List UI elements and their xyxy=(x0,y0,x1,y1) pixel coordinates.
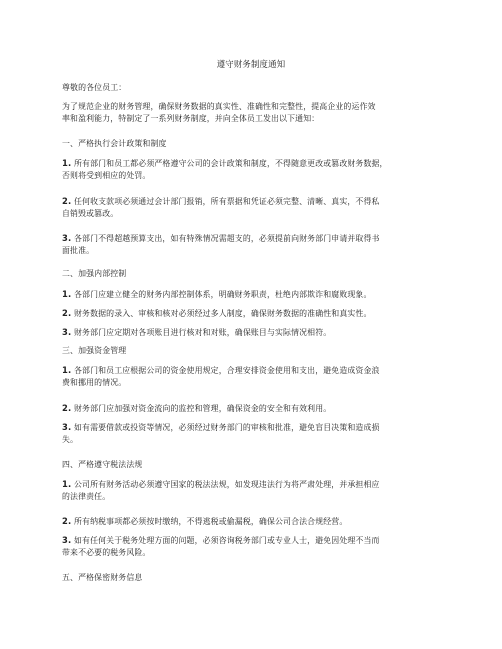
intro-paragraph xyxy=(62,101,444,126)
intro-line: 为了规范企业的财务管理，确保财务数据的真实性、准确性和完整性，提高企业的运作效 xyxy=(62,102,376,111)
list-item-line xyxy=(62,307,444,320)
section-heading: 三、加强资金管理 xyxy=(62,346,127,355)
list-item xyxy=(62,157,444,183)
list-item-number: 2. xyxy=(62,308,72,318)
list-item-text: 财务数据的录入、审核和核对必须经过多人制度，确保财务数据的准确性和真实性。 xyxy=(73,309,372,318)
section-heading: 一、严格执行会计政策和制度 xyxy=(62,139,167,148)
list-item xyxy=(62,534,444,560)
list-item-number: 2. xyxy=(62,516,72,526)
list-item xyxy=(62,326,444,339)
section-heading: 四、严格遵守税法法规 xyxy=(62,460,143,469)
list-item xyxy=(62,478,444,504)
list-item-number: 3. xyxy=(62,535,72,545)
list-item-text: 任何收支款项必须通过会计部门报销，所有票据和凭证必须完整、清晰、真实，不得私 xyxy=(73,197,380,206)
intro-line: 率和盈利能力，特制定了一系列财务制度，并向全体员工发出以下通知： xyxy=(62,114,320,124)
list-item-text: 各部门和员工应根据公司的资金使用规定，合理安排资金使用和支出，避免造成资金浪 xyxy=(73,366,380,375)
list-item-text: 各部门应建立健全的财务内部控制体系，明确财务职责，杜绝内部欺诈和腐败现象。 xyxy=(73,290,372,299)
list-item-line xyxy=(62,326,444,339)
list-item-line xyxy=(62,478,444,491)
list-item-number: 1. xyxy=(62,158,72,168)
list-item xyxy=(62,195,444,221)
list-item xyxy=(62,232,444,258)
list-item-number: 3. xyxy=(62,233,72,243)
list-item-line: 费和挪用的情况。 xyxy=(62,378,127,388)
greeting xyxy=(62,82,444,94)
list-item-text: 财务部门应定期对各项账目进行核对和对账，确保账目与实际情况相符。 xyxy=(73,328,332,337)
list-item-line xyxy=(62,232,444,245)
list-item xyxy=(62,307,444,320)
list-item-line xyxy=(62,157,444,170)
list-item-number: 1. xyxy=(62,289,72,299)
list-item-line: 带来不必要的税务风险。 xyxy=(62,548,151,558)
list-item-text: 如有任何关于税务处理方面的问题，必须咨询税务部门或专业人士，避免因处理不当而 xyxy=(73,536,380,545)
list-item-line xyxy=(62,288,444,301)
list-item-line: 自销毁或篡改。 xyxy=(62,209,119,219)
list-item-number: 2. xyxy=(62,403,72,413)
list-item-number: 3. xyxy=(62,327,72,337)
list-item-number: 3. xyxy=(62,422,72,432)
list-item-line xyxy=(62,195,444,208)
section-heading: 二、加强内部控制 xyxy=(62,269,127,278)
greeting-text: 尊敬的各位员工： xyxy=(62,83,127,92)
list-item-line: 面批准。 xyxy=(62,246,95,256)
list-item-text: 所有纳税事项都必须按时缴纳，不得逃税或偷漏税，确保公司合法合规经营。 xyxy=(73,517,348,526)
document-title: 遵守财务制度通知 xyxy=(216,59,286,69)
list-item-line xyxy=(62,364,444,377)
list-item-number: 2. xyxy=(62,196,72,206)
list-item-line: 的法律责任。 xyxy=(62,492,111,502)
list-item-line: 否则将受到相应的处罚。 xyxy=(62,171,151,181)
list-item xyxy=(62,402,444,415)
list-item-number: 1. xyxy=(62,365,72,375)
list-item-line xyxy=(62,534,444,547)
list-item-text: 各部门不得超越预算支出，如有特殊情况需超支的，必须提前向财务部门申请并取得书 xyxy=(73,234,380,243)
list-item-line xyxy=(62,515,444,528)
list-item xyxy=(62,288,444,301)
section-heading: 五、严格保密财务信息 xyxy=(62,573,143,582)
list-item-line xyxy=(62,421,444,434)
list-item-text: 所有部门和员工都必须严格遵守公司的会计政策和制度，不得随意更改或篡改财务数据， xyxy=(73,159,388,168)
list-item xyxy=(62,421,444,447)
list-item-text: 公司所有财务活动必须遵守国家的税法法规，如发现违法行为将严肃处理，并承担相应 xyxy=(73,480,380,489)
list-item xyxy=(62,364,444,390)
list-item-text: 财务部门应加强对资金流向的监控和管理，确保资金的安全和有效利用。 xyxy=(73,404,332,413)
list-item xyxy=(62,515,444,528)
list-item-line xyxy=(62,402,444,415)
list-item-text: 如有需要借款或投资等情况，必须经过财务部门的审核和批准，避免盲目决策和造成损 xyxy=(73,423,380,432)
list-item-number: 1. xyxy=(62,479,72,489)
list-item-line: 失。 xyxy=(62,435,79,445)
